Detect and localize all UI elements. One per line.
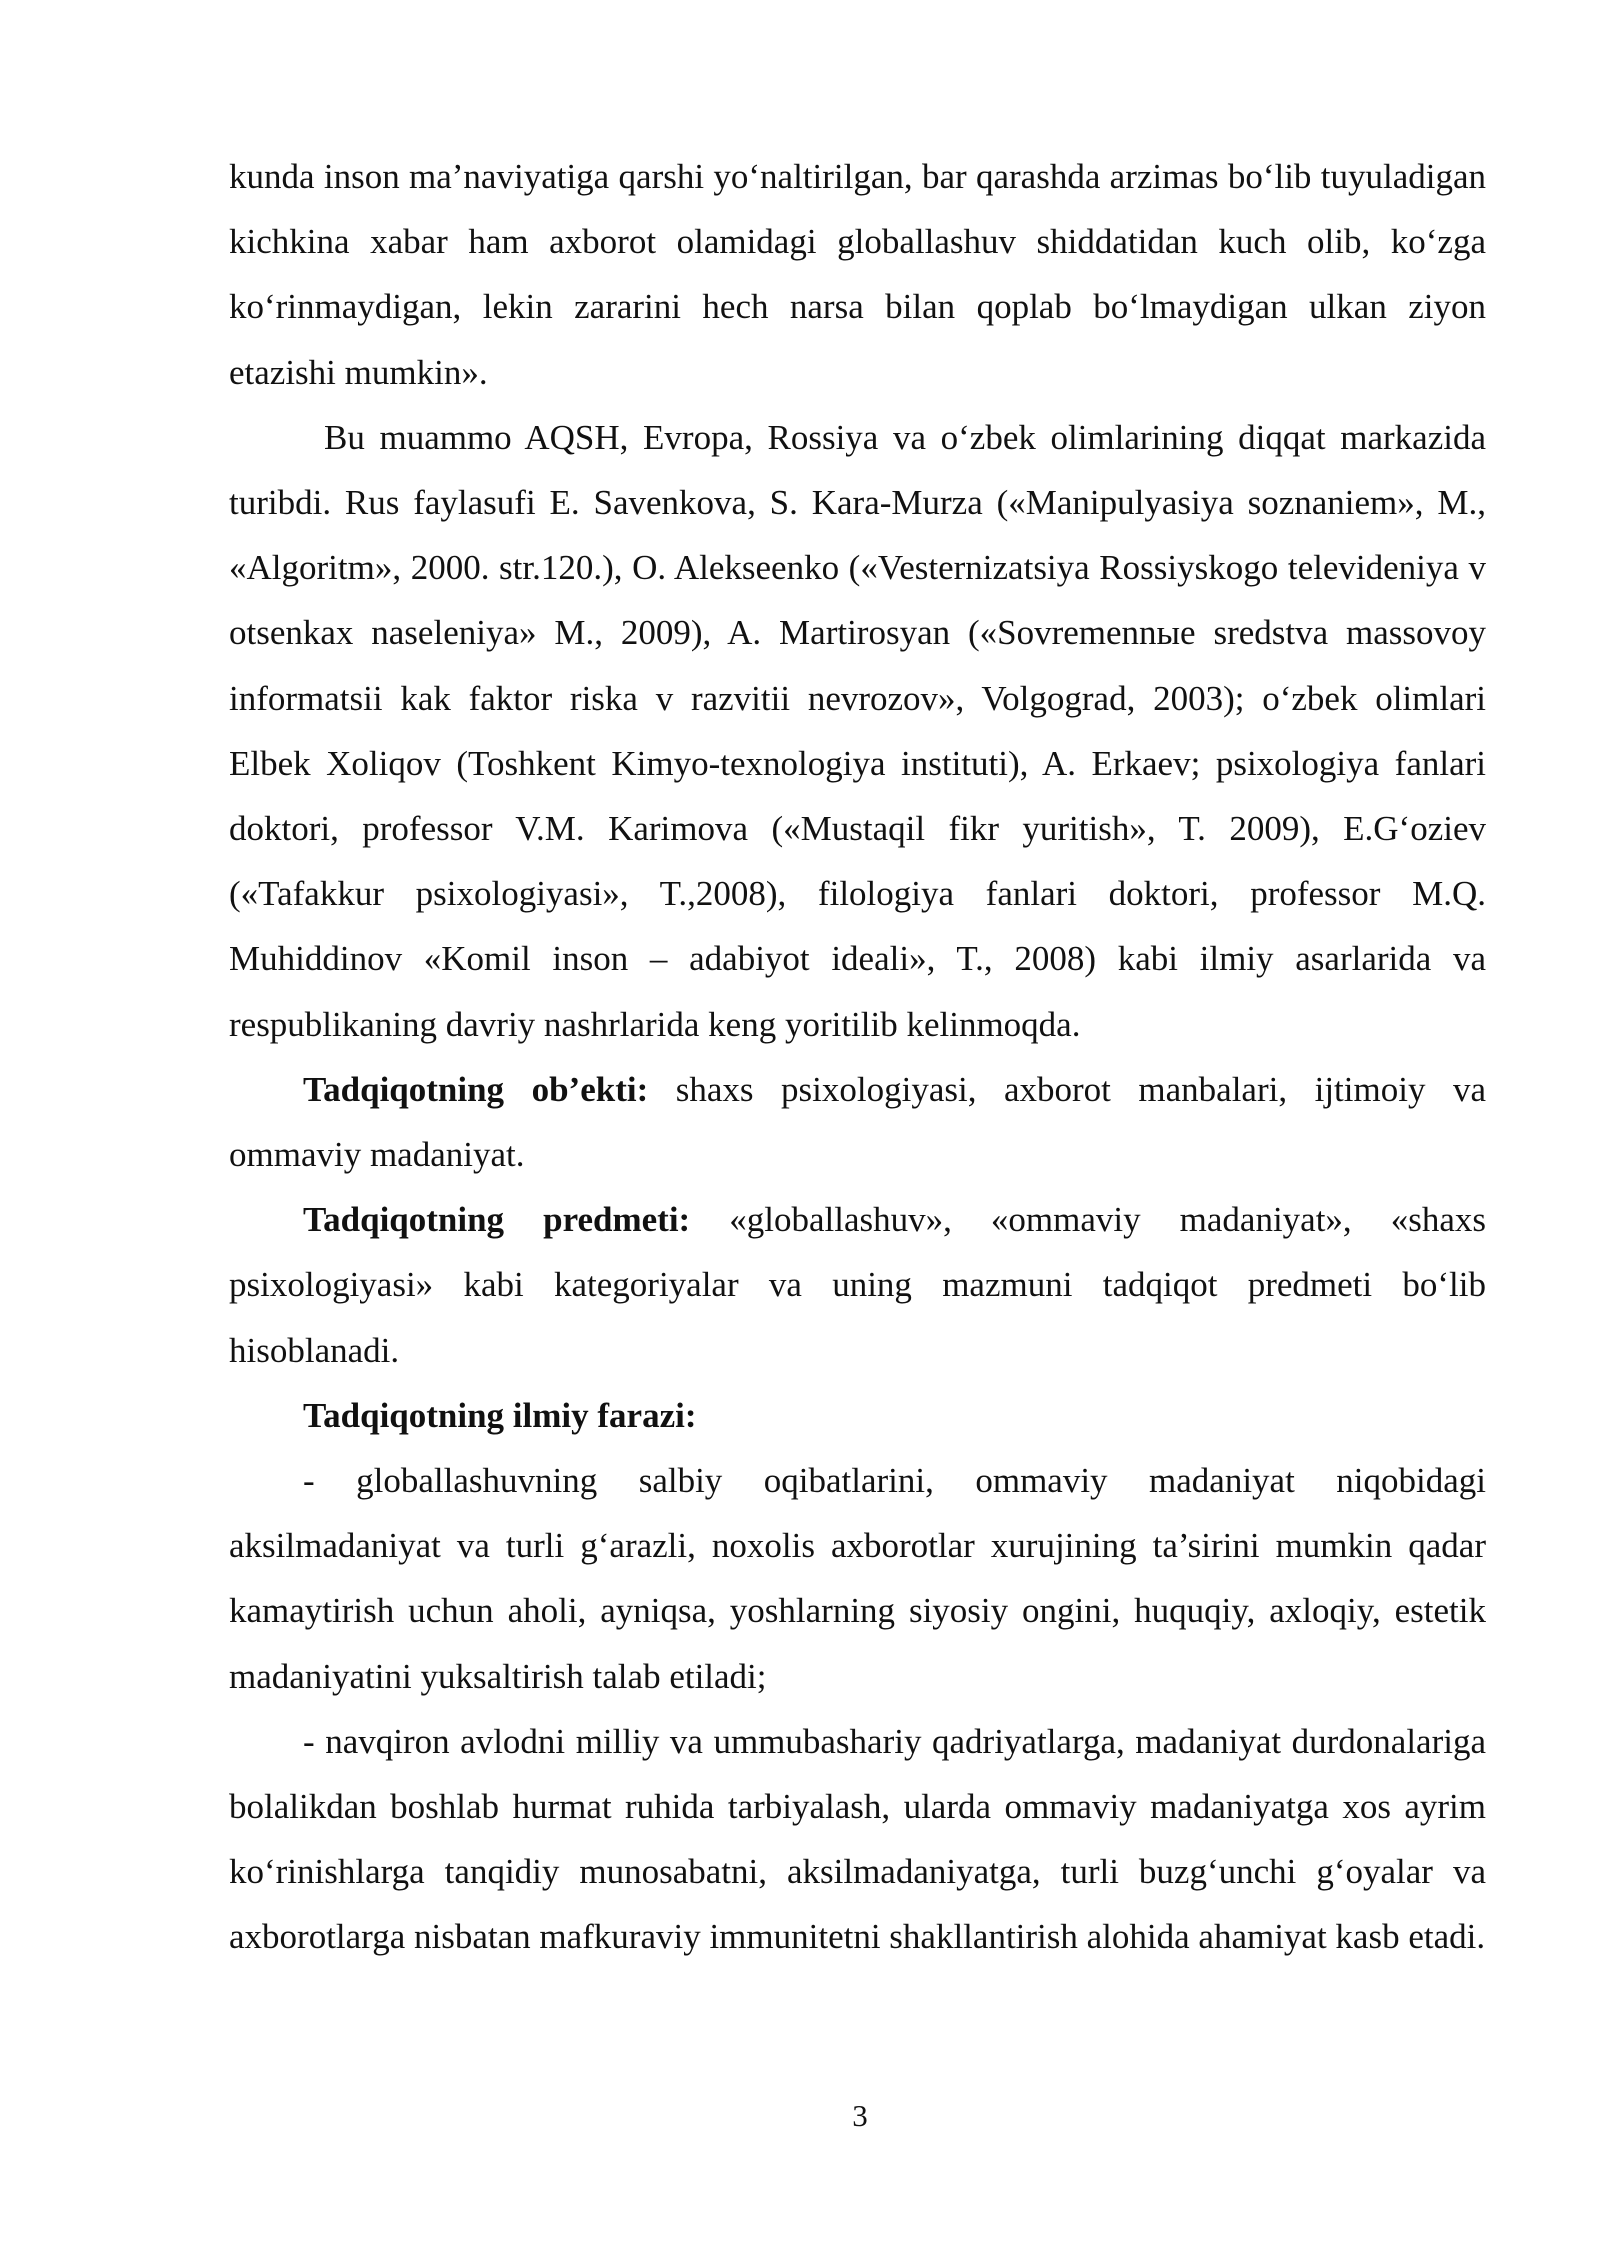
paragraph-research-subject <box>229 1187 1486 1383</box>
paragraph-text: shaxs psixologiyasi, axborot manbalari, ijtimoiy va ommaviy madaniyat. <box>229 1069 1486 1175</box>
hypothesis-item-2 <box>229 1709 1486 1970</box>
paragraph-research-scholars <box>229 405 1486 1057</box>
paragraph-research-object <box>229 1057 1486 1187</box>
page-number: 3 <box>852 2098 868 2133</box>
paragraph-text: - navqiron avlodni milliy va ummubashariy qadriyatlarga, madaniyat durdonalariga bolalikdan boshlab hurmat ruhida tarbiyalash, ularda ommaviy madaniyatga xos ayrim ko‘rinishlarga tanqidiy munosabatni, aksilmadaniyatga, turli buzg‘unchi g‘oyalar va axborotlarga nisbatan mafkuraviy immunitetni shakllantirish alohida ahamiyat kasb etadi. <box>229 1721 1486 1957</box>
paragraph-continuation <box>229 144 1486 405</box>
hypothesis-item-1 <box>229 1448 1486 1709</box>
paragraph-text: Bu muammo AQSH, Evropa, Rossiya va o‘zbek olimlarining diqqat markazida turibdi. Rus faylasufi E. Savenkova, S. Kara-Murza («Manipulyasiya soznaniem», M., «Algoritm», 2000. str.120.), O. Alekseenko («Vesternizatsiya Rossiyskogo televideniya v otsenkax naseleniya» M., 2009), A. Martirosyan («Sovremennыe sredstva massovoy informatsii kak faktor riska v razvitii nevrozov», Volgograd, 2003); o‘zbek olimlari Elbek Xoliqov (Toshkent Kimyo-texnologiya instituti), A. Erkaev; psixologiya fanlari doktori, professor V.M. Karimova («Mustaqil fikr yuritish», T. 2009), E.G‘oziev («Tafakkur psixologiyasi», T.,2008), filologiya fanlari doktori, professor M.Q. Muhiddinov «Komil inson – adabiyot ideali», T., 2008) kabi ilmiy asarlarida va respublikaning davriy nashrlarida keng yoritilib kelinmoqda. <box>229 417 1486 1044</box>
document-page <box>229 144 1486 1970</box>
paragraph-text: - globallashuvning salbiy oqibatlarini, ommaviy madaniyat niqobidagi aksilmadaniyat va turli g‘arazli, noxolis axborotlar xurujining ta’sirini mumkin qadar kamaytirish uchun aholi, ayniqsa, yoshlarning siyosiy ongini, huquqiy, axloqiy, estetik madaniyatini yuksaltirish talab etiladi; <box>229 1461 1486 1696</box>
section-label-object: Tadqiqotning ob’ekti: <box>303 1069 649 1109</box>
paragraph-hypothesis-heading <box>229 1383 1486 1448</box>
paragraph-text: kunda inson ma’naviyatiga qarshi yo‘naltirilgan, bar qarashda arzimas bo‘lib tuyuladigan kichkina xabar ham axborot olamidagi globallashuv shiddatidan kuch olib, ko‘zga ko‘rinmaydigan, lekin zararini hech narsa bilan qoplab bo‘lmaydigan ulkan ziyon etazishi mumkin». <box>229 157 1486 392</box>
paragraph-text: «globallashuv», «ommaviy madaniyat», «shaxs psixologiyasi» kabi kategoriyalar va uning mazmuni tadqiqot predmeti bo‘lib hisoblanadi. <box>229 1200 1486 1370</box>
section-label-hypothesis: Tadqiqotning ilmiy farazi: <box>303 1395 697 1435</box>
section-label-subject: Tadqiqotning predmeti: <box>303 1200 691 1240</box>
